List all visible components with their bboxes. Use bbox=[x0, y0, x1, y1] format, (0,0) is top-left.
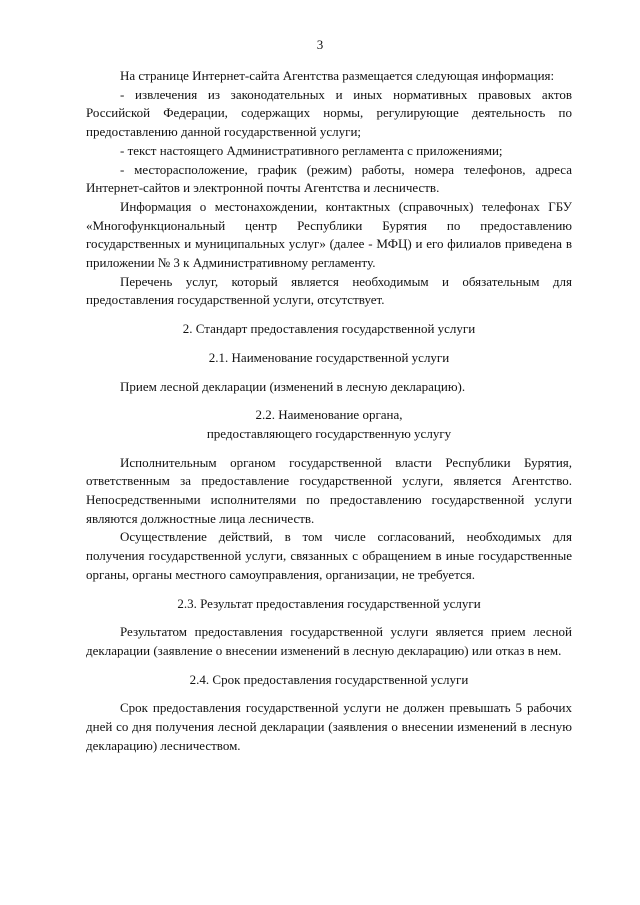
paragraph-2-2-authority: Исполнительным органом государственной власти Республики Бурятия, ответственным за предоставление государственной услуги, является Агентство. Непосредственными исполнителями по предоставлению государственной услуги являются должностные лица лесничеств. bbox=[86, 454, 572, 526]
paragraph-2-3: Результатом предоставления государственной услуги является прием лесной декларации (заявление о внесении изменений в лесную декларацию) или отказ в нем. bbox=[86, 624, 572, 658]
page-number: 3 bbox=[316, 37, 324, 52]
paragraph-list-item-location: - месторасположение, график (режим) работы, номера телефонов, адреса Интернет-сайтов и электронной почты Агентства и лесничеств. bbox=[86, 161, 572, 196]
paragraph-2-1: Прием лесной декларации (изменений в лесную декларацию). bbox=[120, 378, 466, 394]
paragraph-mfc-info: Информация о местонахождении, контактных (справочных) телефонах ГБУ «Многофункциональный центр Республики Бурятия по предоставлению государственных и муниципальных услуг» (далее - МФЦ) и его филиалов приведена в приложении № 3 к Административному регламенту. bbox=[86, 198, 572, 271]
subsection-heading-2-4: 2.4. Срок предоставления государственной услуги bbox=[189, 671, 469, 687]
section-heading-2: 2. Стандарт предоставления государственной услуги bbox=[182, 321, 476, 337]
paragraph-list-item-text: - текст настоящего Административного регламента с приложениями; bbox=[120, 142, 503, 158]
paragraph-list-item-extracts: - извлечения из законодательных и иных нормативных правовых актов Российской Федерации, содержащих нормы, регулирующие деятельность по предоставлению данной государственной услуги; bbox=[86, 86, 572, 140]
subsection-heading-2-2-line1: 2.2. Наименование органа, bbox=[255, 407, 403, 423]
paragraph-services-list: Перечень услуг, который является необходимым и обязательным для предоставления государственной услуги, отсутствует. bbox=[86, 273, 572, 308]
document-body bbox=[86, 67, 572, 756]
paragraph-2-4: Срок предоставления государственной услуги не должен превышать 5 рабочих дней со дня получения лесной декларации (заявления о внесении изменений в лесную декларацию) лесничеством. bbox=[86, 700, 572, 753]
paragraph-intro: На странице Интернет-сайта Агентства размещается следующая информация: bbox=[120, 68, 555, 83]
subsection-heading-2-3: 2.3. Результат предоставления государственной услуги bbox=[177, 595, 481, 611]
paragraph-2-2-actions: Осуществление действий, в том числе согласований, необходимых для получения государственной услуги, связанных с обращением в иные государственные органы, органы местного самоуправления, организации, не требуется. bbox=[86, 529, 572, 582]
subsection-heading-2-2-line2: предоставляющего государственную услугу bbox=[206, 425, 452, 441]
subsection-heading-2-1: 2.1. Наименование государственной услуги bbox=[208, 349, 450, 365]
